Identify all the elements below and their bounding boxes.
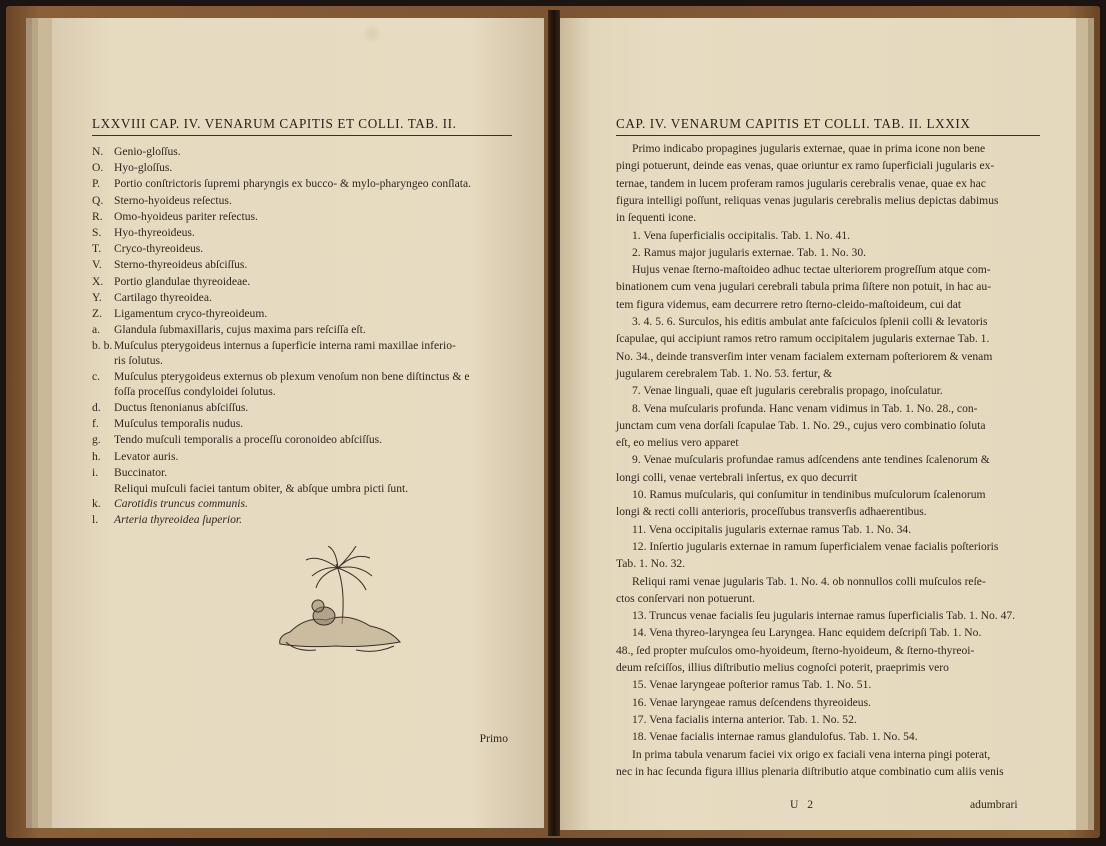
left-line <box>92 417 243 431</box>
right-page <box>560 18 1076 830</box>
left-running-head: LXXVIII CAP. IV. VENARUM CAPITIS ET COLLI. TAB. II. <box>92 116 457 131</box>
right-line: in ſequenti icone. <box>616 211 697 225</box>
left-line-text: Muſculus pterygoideus internus a ſuperficie interna rami maxillae inferio- <box>114 339 456 353</box>
left-line-text: Sterno-hyoideus reſectus. <box>114 193 232 207</box>
right-line: longi colli, venae vertebrali inſertus, ex quo decurrit <box>616 470 858 484</box>
left-line <box>114 385 276 399</box>
left-line-text: Reliqui muſculi faciei tantum obiter, & abſque umbra picti ſunt. <box>114 482 409 495</box>
left-line-text: Cryco-thyreoideus. <box>114 242 204 256</box>
right-line: 16. Venae laryngeae ramus deſcendens thyreoideus. <box>632 695 871 709</box>
left-line-text: Muſculus temporalis nudus. <box>114 417 244 431</box>
left-line <box>92 177 471 191</box>
left-line-text: foſſa proceſſus condyloidei ſolutus. <box>114 384 276 398</box>
left-line <box>92 258 247 272</box>
left-line <box>92 497 248 511</box>
right-line: 3. 4. 5. 6. Surculos, his editis ambulat ante faſciculos ſplenii colli & levatoris <box>632 315 988 328</box>
right-head-rule <box>616 135 1040 136</box>
right-catchword: adumbrari <box>970 798 1018 811</box>
left-line <box>92 323 366 337</box>
left-line <box>92 226 195 240</box>
page-stain <box>362 24 382 44</box>
left-line <box>92 145 181 159</box>
right-line: ſcapulae, qui accipiunt ramos retro ramum occipitalem jugularis externae Tab. 1. <box>616 332 990 346</box>
left-line-text: Cartilago thyreoidea. <box>114 290 212 304</box>
right-line: ctos conſervari non potuerunt. <box>616 591 756 605</box>
left-catchword: Primo <box>479 732 508 745</box>
left-line <box>92 161 172 175</box>
right-line: No. 34., deinde transverſim inter venam facialem externam poſteriorem & venam <box>616 349 993 363</box>
right-line: tem figura videmus, eam decurrere retro ſterno-cleido-maſtoideum, cui dat <box>616 297 962 311</box>
left-line <box>92 513 242 527</box>
left-line-text: Glandula ſubmaxillaris, cujus maxima pars reſciſſa eſt. <box>114 323 366 337</box>
left-line <box>92 242 203 256</box>
left-line-label: O. <box>92 161 104 175</box>
left-line-text: Buccinator. <box>114 465 168 479</box>
left-line-label: l. <box>92 512 99 526</box>
left-line-text: Ligamentum cryco-thyreoideum. <box>114 307 268 320</box>
left-line <box>92 339 456 353</box>
left-line <box>92 370 469 384</box>
left-line-label: g. <box>92 433 101 447</box>
left-line <box>92 307 267 321</box>
book-gutter <box>548 10 560 836</box>
right-line: nec in hac ſecunda figura illius plenaria diſtributio atque combinatio cum aliis venis <box>616 764 1004 778</box>
right-line: In prima tabula venarum faciei vix origo ex faciali vena interna pingi poterat, <box>632 747 991 761</box>
left-line-text: Arteria thyreoidea ſuperior. <box>114 512 243 526</box>
left-line-label: Q. <box>92 193 104 207</box>
left-line-text: Omo-hyoideus pariter reſectus. <box>114 209 258 223</box>
left-line <box>114 482 408 496</box>
left-line-label: S. <box>92 226 102 239</box>
left-line-label: b. b. <box>92 339 113 353</box>
left-head-rule <box>92 135 512 136</box>
right-line: 14. Vena thyreo-laryngea ſeu Laryngea. Hanc equidem deſcripſi Tab. 1. No. <box>632 626 982 640</box>
left-line <box>92 275 250 289</box>
left-line-text: Portio glandulae thyreoideae. <box>114 274 251 288</box>
left-line-label: P. <box>92 177 101 191</box>
right-line: 1. Vena ſuperficialis occipitalis. Tab. 1. No. 41. <box>632 228 851 242</box>
right-line: Primo indicabo propagines jugularis externae, quae in prima icone non bene <box>632 142 986 155</box>
left-page <box>52 18 544 828</box>
left-line-label: T. <box>92 242 102 256</box>
left-line <box>92 450 178 464</box>
right-line: 13. Truncus venae facialis ſeu jugularis internae ramus ſuperficialis Tab. 1. No. 47. <box>632 609 1016 623</box>
right-line: 9. Venae muſcularis profundae ramus adſcendens ante tendines ſcalenorum & <box>632 453 990 467</box>
right-line: junctam cum vena dorſali ſcapulae Tab. 1. No. 29., cujus vero combinatio ſoluta <box>616 418 986 432</box>
right-line: figura intelligi poſſunt, reliquas venas jugularis cerebralis melius depictas dabimus <box>616 193 999 207</box>
right-line: 17. Vena facialis interna anterior. Tab. 1. No. 52. <box>632 712 857 726</box>
right-line: Tab. 1. No. 32. <box>616 557 686 571</box>
left-line-label: h. <box>92 449 101 463</box>
left-line-label: Y. <box>92 290 102 304</box>
left-line-label: X. <box>92 274 104 288</box>
left-line-label: i. <box>92 465 99 479</box>
left-line-text: ris ſolutus. <box>114 354 163 367</box>
left-line <box>92 401 248 415</box>
left-line-text: Genio-gloſſus. <box>114 145 181 158</box>
right-line: 8. Vena muſcularis profunda. Hanc venam vidimus in Tab. 1. No. 28., con- <box>632 401 978 415</box>
right-line: eſt, eo melius vero apparet <box>616 436 739 450</box>
left-line-text: Levator auris. <box>114 449 179 463</box>
left-line-text: Ductus ſtenonianus abſciſſus. <box>114 401 249 414</box>
left-line-label: c. <box>92 370 101 384</box>
right-line: longi & recti colli anterioris, proceſſubus transverſis adhaerentibus. <box>616 505 927 519</box>
left-line-label: d. <box>92 401 101 414</box>
right-line: 18. Venae facialis internae ramus glandulofus. Tab. 1. No. 54. <box>632 730 918 744</box>
right-line: binationem cum vena jugulari cerebrali tabula prima ſiſtere non potuit, in hac au- <box>616 280 992 294</box>
left-line-text: Hyo-gloſſus. <box>114 161 173 175</box>
left-line-text: Portio conſtrictoris ſupremi pharyngis ex bucco- & mylo-pharyngeo conſlata. <box>114 177 472 191</box>
left-line <box>114 354 163 368</box>
right-line: 15. Venae laryngeae poſterior ramus Tab. 1. No. 51. <box>632 678 872 692</box>
right-line: 7. Venae linguali, quae eſt jugularis cerebralis propago, inoſculatur. <box>632 384 943 398</box>
left-line-text: Sterno-thyreoideus abſciſſus. <box>114 258 248 272</box>
left-line-label: k. <box>92 496 101 510</box>
left-line-label: V. <box>92 258 102 272</box>
tailpiece-vignette <box>266 546 412 654</box>
left-line-label: f. <box>92 417 99 431</box>
left-line <box>92 210 258 224</box>
right-line: 12. Inſertio jugularis externae in ramum ſuperficialem venae facialis poſterioris <box>632 539 999 553</box>
left-line-label: a. <box>92 323 101 337</box>
right-line: Hujus venae ſterno-maſtoideo adhuc tectae ulteriorem progreſſum atque com- <box>632 263 991 277</box>
right-line: 2. Ramus major jugularis externae. Tab. 1. No. 30. <box>632 245 867 259</box>
right-line: 10. Ramus muſcularis, qui conſumitur in tendinibus muſculorum ſcalenorum <box>632 488 986 501</box>
left-line-text: Muſculus pterygoideus externus ob plexum venoſum non bene diſtinctus & e <box>114 370 470 384</box>
left-line <box>92 194 232 208</box>
left-line <box>92 466 167 480</box>
left-line-label: N. <box>92 145 104 158</box>
left-line <box>92 433 382 447</box>
right-line: ternae, tandem in lucem proferam ramos jugularis cerebralis venae, quae ex hac <box>616 176 986 190</box>
left-line-text: Tendo muſculi temporalis a proceſſu coronoideo abſciſſus. <box>114 433 383 447</box>
left-line-label: R. <box>92 209 103 223</box>
right-line: 48., ſed propter muſculos omo-hyoideum, ſterno-hyoideum, & ſterno-thyreoi- <box>616 643 975 657</box>
right-line: Reliqui rami venae jugularis Tab. 1. No. 4. ob nonnullos colli muſculos reſe- <box>632 574 986 588</box>
signature-mark: U 2 <box>790 798 817 811</box>
left-line-label: Z. <box>92 307 102 320</box>
right-line: deum reſciſſos, illius diſtributio melius cognoſci poterit, praeprimis vero <box>616 661 949 674</box>
left-line-text: Carotidis truncus communis. <box>114 496 248 510</box>
left-line <box>92 291 212 305</box>
right-line: pingi potuerunt, deinde eas venas, quae oriuntur ex ramo ſuperficiali jugularis ex- <box>616 159 995 173</box>
right-running-head: CAP. IV. VENARUM CAPITIS ET COLLI. TAB. II. LXXIX <box>616 116 971 131</box>
left-line-text: Hyo-thyreoideus. <box>114 226 195 239</box>
right-line: jugularem cerebralem Tab. 1. No. 53. fertur, & <box>616 366 833 380</box>
right-line: 11. Vena occipitalis jugularis externae ramus Tab. 1. No. 34. <box>632 522 912 536</box>
